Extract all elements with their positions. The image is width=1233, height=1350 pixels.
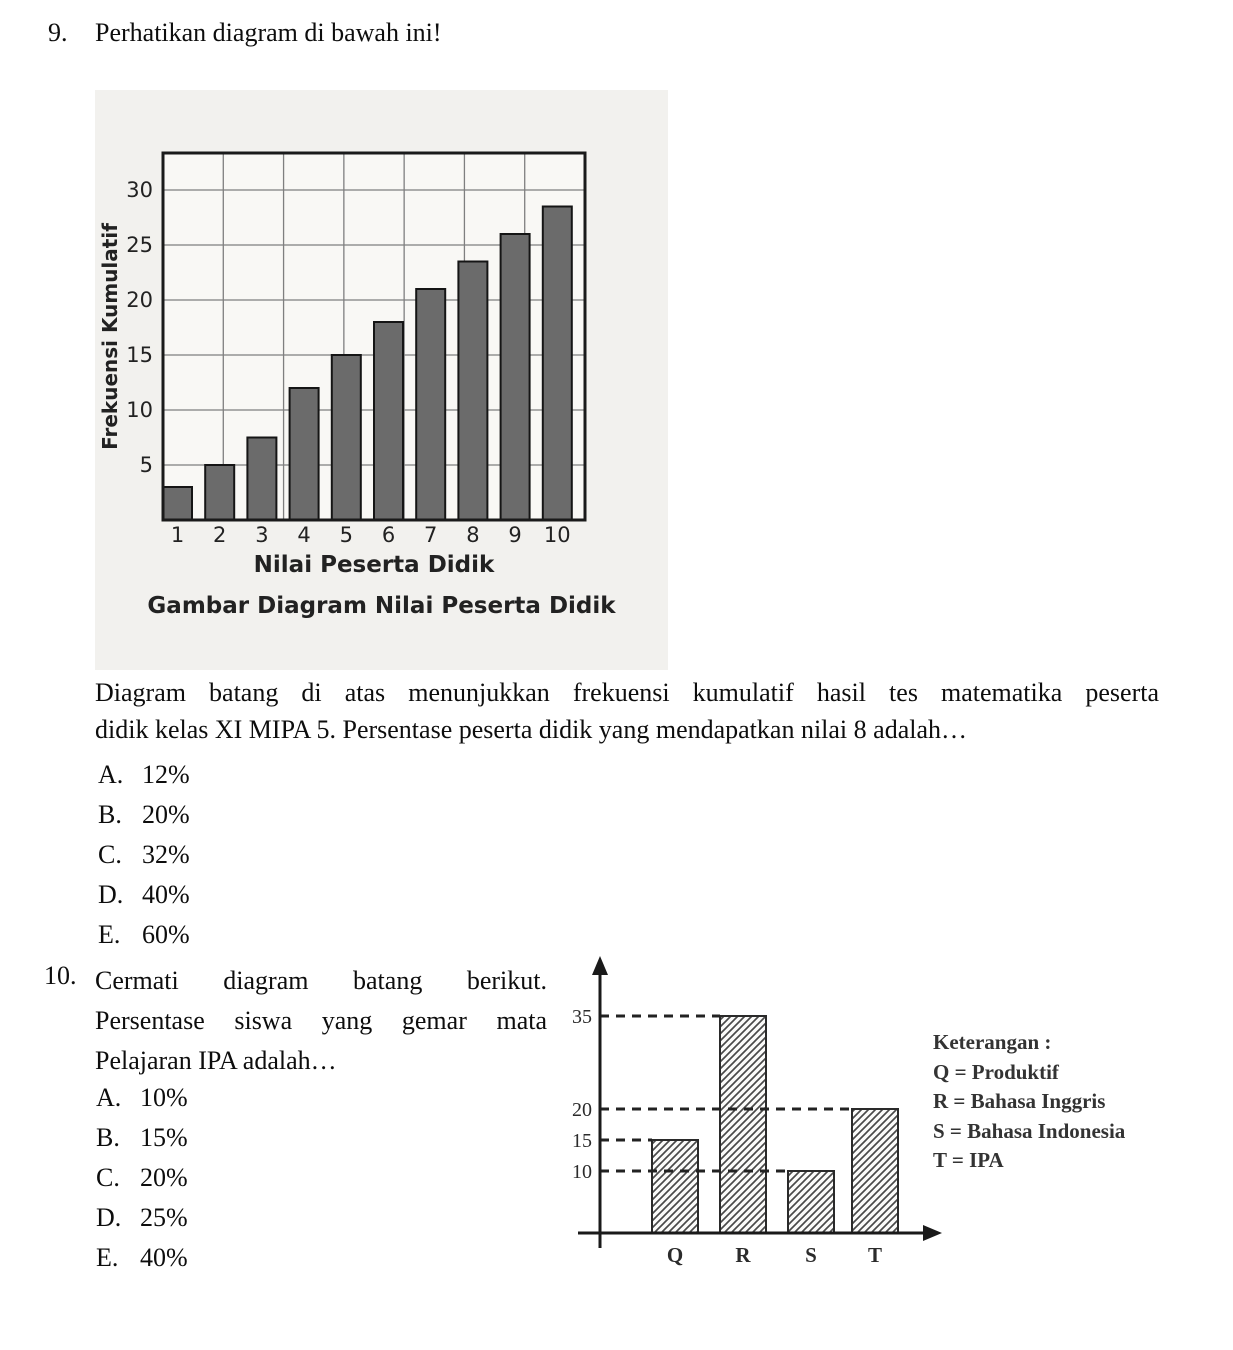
answer-option: [98, 920, 190, 960]
legend-entry: T = IPA: [933, 1148, 1004, 1172]
option-letter: D.: [96, 1203, 122, 1232]
y-axis-title: Frekuensi Kumulatif: [98, 223, 122, 450]
svg-text:3: 3: [255, 523, 269, 547]
svg-text:9: 9: [508, 523, 522, 547]
bar-7: [416, 289, 445, 520]
question-10-prompt: [95, 961, 547, 1081]
svg-text:7: 7: [424, 523, 438, 547]
option-value: 40%: [142, 880, 190, 909]
svg-text:20: 20: [126, 288, 153, 312]
svg-text:35: 35: [572, 1006, 592, 1028]
answer-option: [96, 1123, 188, 1163]
option-value: 32%: [142, 840, 190, 869]
bar-S: [788, 1171, 834, 1233]
legend-title: Keterangan :: [933, 1030, 1052, 1054]
legend-entry: Q = Produktif: [933, 1059, 1059, 1084]
svg-text:4: 4: [297, 523, 311, 547]
svg-text:20: 20: [572, 1099, 592, 1121]
svg-text:2: 2: [213, 523, 227, 547]
figure-caption: Gambar Diagram Nilai Peserta Didik: [147, 593, 616, 619]
bars: [652, 1016, 898, 1233]
question-9-prompt: Perhatikan diagram di bawah ini!: [95, 18, 442, 47]
bar-1: [163, 487, 192, 520]
question-9-number: 9.: [48, 18, 68, 47]
prompt-line: Persentase siswa yang gemar mata: [95, 1006, 547, 1035]
svg-text:10: 10: [543, 523, 571, 547]
bar-T: [852, 1109, 898, 1233]
option-letter: E.: [98, 920, 121, 949]
bar-6: [374, 322, 403, 520]
y-tick-labels: [572, 1006, 592, 1183]
svg-text:5: 5: [339, 523, 353, 547]
answer-option: [96, 1163, 188, 1203]
bar-Q: [652, 1140, 698, 1233]
svg-text:Q: Q: [666, 1243, 684, 1267]
x-tick-labels: [667, 1243, 882, 1267]
option-letter: C.: [96, 1163, 120, 1192]
option-value: 25%: [140, 1203, 188, 1232]
option-letter: C.: [98, 840, 122, 869]
svg-text:T: T: [867, 1243, 883, 1267]
answer-option: [98, 840, 190, 880]
x-axis-arrow: [923, 1225, 942, 1241]
option-letter: B.: [98, 800, 122, 829]
option-value: 20%: [142, 800, 190, 829]
question-10-number: 10.: [44, 961, 77, 990]
svg-text:10: 10: [572, 1161, 592, 1183]
answer-option: [98, 800, 190, 840]
legend-entry: R = Bahasa Inggris: [933, 1089, 1106, 1113]
chart-legend: [933, 1028, 1163, 1176]
answer-option: [96, 1243, 188, 1283]
answer-option: [96, 1083, 188, 1123]
question-9-options: [98, 760, 190, 960]
bar-4: [290, 388, 319, 520]
option-value: 40%: [140, 1243, 188, 1272]
svg-text:R: R: [735, 1243, 751, 1267]
bar-2: [205, 465, 234, 520]
bar-10: [543, 207, 572, 521]
description-line: Diagram batang di atas menunjukkan frekuensi kumulatif hasil tes matematika peserta: [95, 678, 1159, 707]
prompt-line: Cermati diagram batang berikut.: [95, 966, 547, 995]
question-10-options: [96, 1083, 188, 1283]
svg-text:25: 25: [126, 233, 153, 257]
svg-text:15: 15: [126, 343, 153, 367]
question-9-description: [95, 674, 1159, 748]
y-tick-labels: [126, 178, 153, 477]
answer-option: [98, 760, 190, 800]
option-letter: A.: [96, 1083, 122, 1112]
svg-text:30: 30: [126, 178, 153, 202]
bar-8: [458, 262, 487, 521]
answer-option: [98, 880, 190, 920]
svg-text:15: 15: [572, 1130, 592, 1152]
svg-text:10: 10: [126, 398, 153, 422]
option-letter: E.: [96, 1243, 119, 1272]
svg-text:5: 5: [139, 453, 153, 477]
subject-preference-bar-chart: [545, 950, 965, 1295]
svg-text:8: 8: [466, 523, 480, 547]
bar-R: [720, 1016, 766, 1233]
svg-text:S: S: [805, 1243, 817, 1267]
option-value: 60%: [142, 920, 190, 949]
svg-text:6: 6: [381, 523, 396, 547]
option-letter: A.: [98, 760, 124, 789]
prompt-line: Pelajaran IPA adalah…: [95, 1046, 337, 1075]
option-value: 12%: [142, 760, 190, 789]
figure-subject-preference-chart: [545, 950, 965, 1295]
option-value: 20%: [140, 1163, 188, 1192]
description-line: didik kelas XI MIPA 5. Persentase peserta didik yang mendapatkan nilai 8 adalah…: [95, 715, 968, 744]
y-axis-arrow: [592, 956, 608, 975]
svg-text:1: 1: [170, 523, 185, 547]
bar-5: [332, 355, 361, 520]
cumulative-frequency-bar-chart: [95, 90, 668, 590]
figure-cumulative-frequency-chart: [95, 90, 668, 670]
option-letter: B.: [96, 1123, 120, 1152]
option-letter: D.: [98, 880, 124, 909]
legend-entry: S = Bahasa Indonesia: [933, 1118, 1126, 1143]
option-value: 15%: [140, 1123, 188, 1152]
x-tick-labels: [171, 523, 571, 547]
x-axis-title: Nilai Peserta Didik: [253, 552, 495, 578]
bar-3: [247, 438, 276, 521]
bar-9: [501, 234, 530, 520]
legend-entries: [933, 1058, 1163, 1176]
option-value: 10%: [140, 1083, 188, 1112]
answer-option: [96, 1203, 188, 1243]
